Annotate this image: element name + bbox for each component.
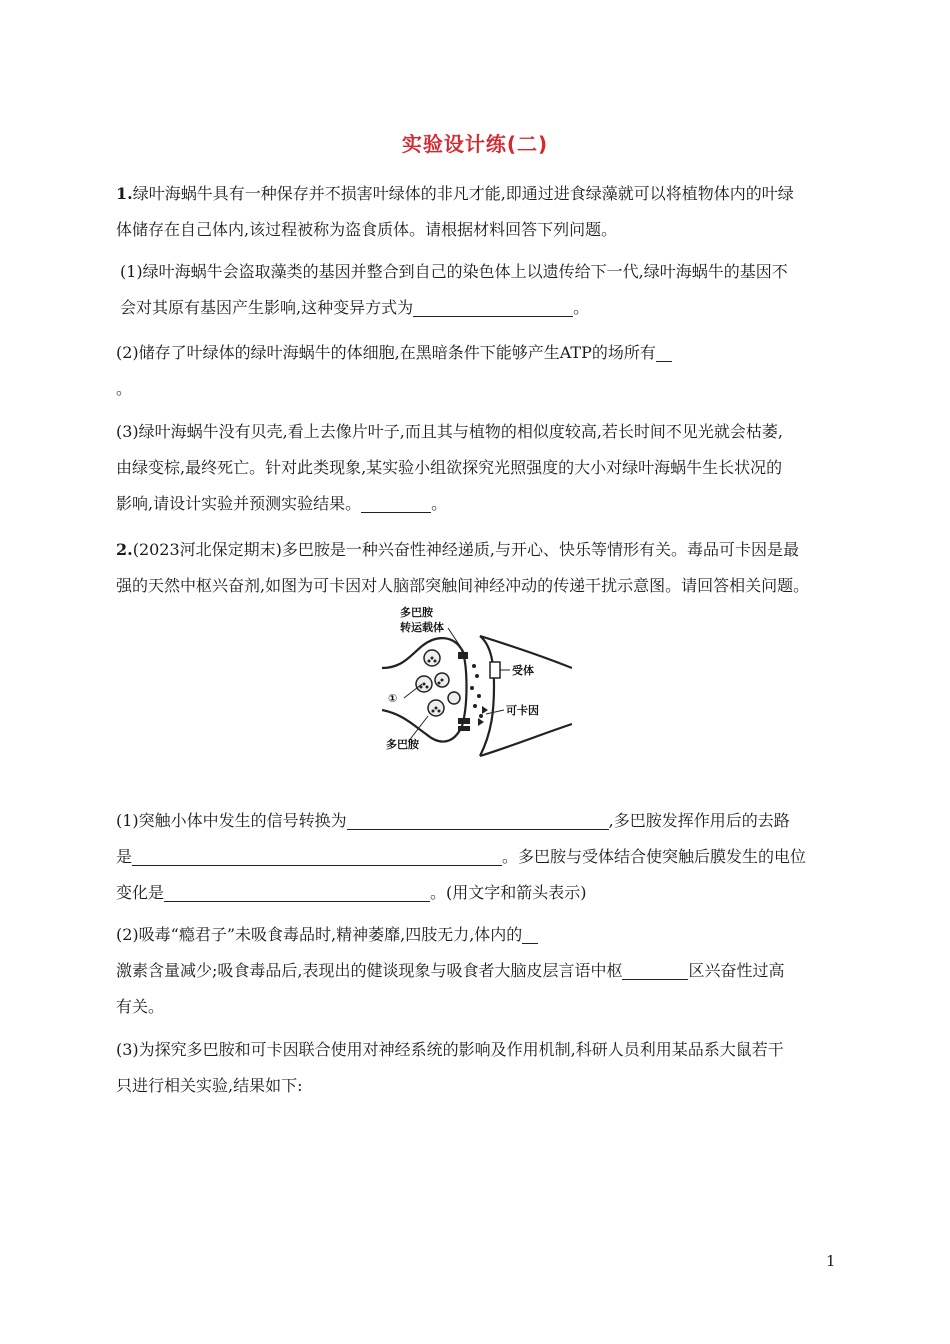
q2-sub3: (3)为探究多巴胺和可卡因联合使用对神经系统的影响及作用机制,科研人员利用某品系大鼠若干 只进行相关实验,结果如下: xyxy=(116,1040,784,1095)
synapse-diagram xyxy=(382,606,572,766)
transporter xyxy=(458,652,468,659)
transporter xyxy=(458,718,470,724)
label-transporter-1: 多巴胺 xyxy=(400,606,433,619)
label-receptor: 受体 xyxy=(512,664,534,677)
q2-sub1: (1)突触小体中发生的信号转换为 ,多巴胺发挥作用后的去路 是 。多巴胺与受体结合使突触后膜发生的电位 变化是 。(用文字和箭头表示) xyxy=(116,811,807,902)
postsynaptic-lower xyxy=(480,724,572,756)
q2-number: 2. xyxy=(116,540,133,559)
label-dopamine: 多巴胺 xyxy=(386,738,419,751)
vesicle xyxy=(448,692,460,704)
answer-blank[interactable] xyxy=(656,343,672,362)
q2-sub2: (2)吸毒“瘾君子”未吸食毒品时,精神萎靡,四肢无力,体内的 激素含量减少;吸食毒品后,表现出的健谈现象与吸食者大脑皮层言语中枢 区兴奋性过高 有关。 xyxy=(116,925,785,1016)
q1-sub3: (3)绿叶海蜗牛没有贝壳,看上去像片叶子,而且其与植物的相似度较高,若长时间不见光就会枯萎, 由绿变棕,最终死亡。针对此类现象,某实验小组欲探究光照强度的大小对绿叶海蜗牛生长状况的 影响,请设计实验并预测实验结果。 。 xyxy=(116,422,784,513)
cocaine-mark xyxy=(482,706,488,714)
receptor-box xyxy=(490,662,500,678)
answer-blank[interactable] xyxy=(361,494,431,513)
answer-blank[interactable] xyxy=(164,883,430,902)
q2-stem: 2.(2023河北保定期末)多巴胺是一种兴奋性神经递质,与开心、快乐等情形有关。毒品可卡因是最 强的天然中枢兴奋剂,如图为可卡因对人脑部突触间神经冲动的传递干扰示意图。请回答相关问题。 xyxy=(116,540,810,595)
label-circle-one: ① xyxy=(388,692,398,705)
cocaine-mark xyxy=(478,718,484,726)
transporter xyxy=(458,726,470,731)
answer-blank[interactable] xyxy=(622,961,688,980)
answer-blank[interactable] xyxy=(413,298,573,317)
label-transporter-2: 转运载体 xyxy=(400,621,444,634)
answer-blank[interactable] xyxy=(347,811,609,830)
page-number: 1 xyxy=(826,1252,836,1270)
q1-sub1: (1)绿叶海蜗牛会盗取藻类的基因并整合到自己的染色体上以遗传给下一代,绿叶海蜗牛的基因不 会对其原有基因产生影响,这种变异方式为 。 xyxy=(120,262,788,317)
q1-sub2: (2)储存了叶绿体的绿叶海蜗牛的体细胞,在黑暗条件下能够产生ATP的场所有 。 xyxy=(116,335,836,407)
answer-blank[interactable] xyxy=(132,847,502,866)
q1-stem: 1.绿叶海蜗牛具有一种保存并不损害叶绿体的非凡才能,即通过进食绿藻就可以将植物体内的叶绿 体储存在自己体内,该过程被称为盗食质体。请根据材料回答下列问题。 xyxy=(116,184,794,239)
postsynaptic-membrane xyxy=(480,636,494,756)
q1-number: 1. xyxy=(116,184,133,203)
label-cocaine: 可卡因 xyxy=(506,704,539,717)
answer-blank[interactable] xyxy=(522,925,538,944)
page-title: 实验设计练(二) xyxy=(401,132,549,156)
synapse-svg xyxy=(382,606,572,766)
